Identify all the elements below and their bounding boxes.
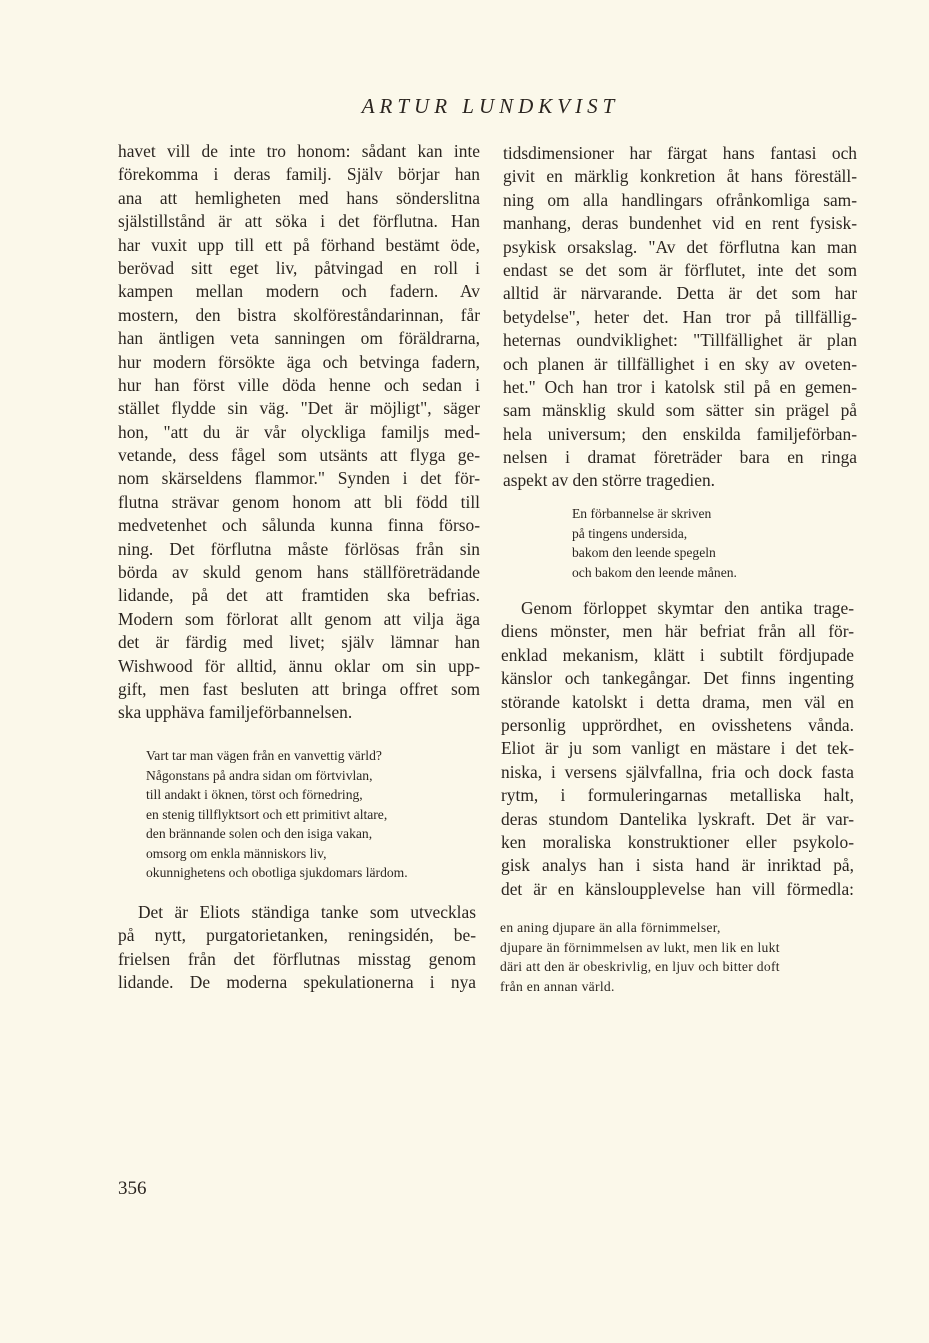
verse-line: till andakt i öknen, törst och förnedring,	[146, 787, 363, 802]
text-line: havet vill de inte tro honom: sådant kan inte	[118, 141, 480, 161]
right-verse-quote-1	[572, 504, 852, 582]
text-line: manhang, deras bundenhet vid en rent fysisk-	[503, 213, 857, 234]
text-line: enklad mekanism, klätt i subtilt fördjupade	[501, 644, 854, 665]
text-line: börda av skuld genom hans ställföreträdande	[118, 562, 480, 583]
text-line: rytm, i formuleringarnas metalliska halt,	[501, 785, 854, 806]
text-line: betydelse", heter det. Han tror på tillfällig-	[503, 306, 857, 327]
text-line: heternas oundviklighet: "Tillfällighet är plan	[503, 330, 857, 351]
verse-line: bakom den leende spegeln	[572, 545, 716, 560]
verse-line: en aning djupare än alla förnimmelser,	[500, 920, 721, 935]
text-line: lidande, på det att framtiden ska befrias.	[118, 585, 480, 606]
text-line: störande katolskt i detta drama, men väl en	[501, 691, 854, 712]
text-line: vetande, dess fågel som utsänts att flyga ge-	[118, 445, 480, 466]
text-line: har vuxit upp till ett på förhand bestämt öde,	[118, 234, 480, 255]
text-line: berövad sitt eget liv, påtvingad en roll i	[118, 257, 480, 278]
text-line: psykisk orsakslag. "Av det förflutna kan man	[503, 236, 857, 257]
text-line: ning. Det förflutna måste förlösas från sin	[118, 538, 480, 559]
text-line: Wishwood för alltid, ännu oklar om sin upp-	[118, 655, 480, 676]
text-line: aspekt av den större tragedien.	[503, 470, 715, 491]
verse-line: en stenig tillflyktsort och ett primitivt altare,	[146, 806, 388, 822]
text-line: och planen är tillfällighet i en sky av oveten-	[503, 353, 857, 374]
text-line: frielsen från det förflutnas misstag genom	[118, 948, 476, 969]
text-line: på nytt, purgatorietanken, reningsidén, be-	[118, 925, 476, 946]
verse-line: den brännande solen och den isiga vakan,	[146, 826, 373, 841]
text-line: ken moraliska konstruktioner eller psykolo-	[501, 831, 854, 852]
text-line: det är en känsloupplevelse han vill förmedla:	[501, 878, 854, 899]
verse-line: Någonstans på andra sidan om förtvivlan,	[146, 767, 373, 783]
verse-line: och bakom den leende månen.	[572, 564, 737, 580]
text-line: känslor och tankegångar. Det finns ingenting	[501, 668, 854, 689]
text-line: deras stundom Dantelika lyskraft. Det är var-	[501, 808, 854, 829]
text-line: det är färdig med livet; själv lämnar han	[118, 632, 480, 653]
right-verse-quote-2	[500, 918, 856, 996]
right-paragraph-1	[503, 142, 857, 493]
verse-line: djupare än förnimmelsen av lukt, men lik en lukt	[500, 939, 780, 955]
text-line: Eliot är ju som vanligt en mästare i det tek-	[501, 738, 854, 759]
text-line: sam mänsklig skuld som sätter sin prägel på	[503, 400, 857, 421]
text-line: gisk analys han i sista hand är inriktad på,	[501, 855, 854, 876]
left-verse-quote	[146, 746, 486, 883]
text-line: Modern som förlorat allt genom att vilja äga	[118, 608, 480, 629]
text-line: niska, i versens självfallna, fria och dock fasta	[501, 761, 854, 782]
text-line: gift, men fast besluten att bringa offret som	[118, 678, 480, 699]
text-line: medvetenhet och sålunda kunna finna förso-	[118, 515, 480, 536]
text-line: ska upphäva familjeförbannelsen.	[118, 702, 353, 723]
text-line: Genom förloppet skymtar den antika trage-	[521, 598, 854, 618]
text-line: hur modern försökte äga och betvinga fadern,	[118, 351, 480, 372]
text-line: givit en märklig konkretion åt hans föreställ-	[503, 166, 857, 187]
text-line: het." Och han tror i katolsk stil på en gemen-	[503, 376, 857, 397]
left-paragraph-1	[118, 140, 480, 725]
text-line: hur han först ville döda henne och sedan i	[118, 374, 480, 395]
text-line: endast se det som är förflutet, inte det som	[503, 259, 857, 280]
text-line: stället flydde sin väg. "Det är möjligt", säger	[118, 398, 480, 419]
text-line: personlig upprördhet, en ovisshetens vånda.	[501, 714, 854, 735]
text-line: Det är Eliots ständiga tanke som utvecklas	[138, 902, 476, 922]
text-line: hela universum; den enskilda familjeförban-	[503, 423, 857, 444]
text-line: nom skärseldens flammor." Synden i det för-	[118, 468, 480, 489]
verse-line: okunnighetens och obotliga sjukdomars lärdom.	[146, 865, 408, 880]
right-paragraph-2	[501, 597, 854, 901]
text-line: ning om alla handlingars ofrånkomliga sam-	[503, 189, 857, 210]
text-line: själstillstånd är att söka i det förflutna. Han	[118, 211, 480, 232]
text-line: diens mönster, men här befriat från all för-	[501, 621, 854, 642]
verse-line: på tingens undersida,	[572, 525, 688, 541]
text-line: hon, "att du är vår olyckliga familjs med-	[118, 421, 480, 442]
verse-line: omsorg om enkla människors liv,	[146, 845, 327, 861]
running-title: ARTUR LUNDKVIST	[361, 94, 620, 118]
left-paragraph-2	[118, 901, 476, 995]
verse-line: däri att den är obeskrivlig, en ljuv och bitter doft	[500, 959, 780, 974]
verse-line: En förbannelse är skriven	[572, 506, 712, 521]
text-line: alltid är närvarande. Detta är det som har	[503, 283, 857, 304]
text-line: han äntligen veta sanningen om föräldrarna,	[118, 328, 480, 349]
page-number: 356	[118, 1178, 147, 1199]
text-line: förekomma i deras familj. Själv börjar han	[118, 164, 480, 185]
text-line: mostern, den bistra skolföreståndarinnan, får	[118, 304, 480, 325]
text-line: ana att hemligheten med hans sönderslitna	[118, 187, 480, 208]
verse-line: från en annan värld.	[500, 978, 615, 994]
verse-line: Vart tar man vägen från en vanvettig värld?	[146, 748, 382, 763]
text-line: kampen mellan modern och fadern. Av	[118, 281, 480, 302]
text-line: lidande. De moderna spekulationerna i nya	[118, 972, 476, 993]
text-line: tidsdimensioner har färgat hans fantasi och	[503, 143, 857, 163]
text-line: nelsen i dramat företräder bara en ringa	[503, 447, 857, 468]
text-line: flutna strävar genom honom att bli född till	[118, 491, 480, 512]
